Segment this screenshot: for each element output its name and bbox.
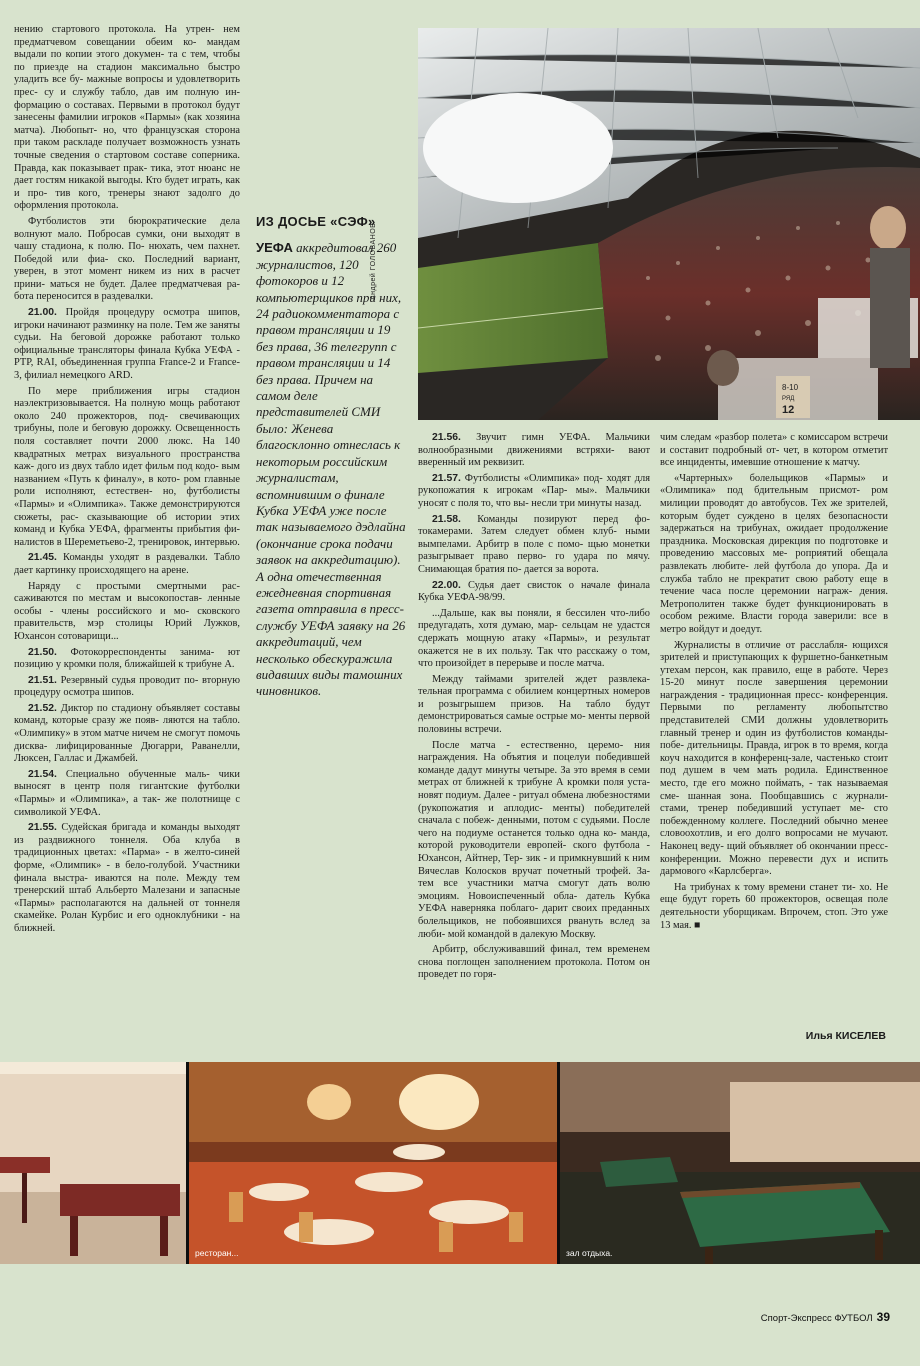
entry-text: Резервный судья проводит по- вторную процедуру осмотра шипов. bbox=[14, 674, 240, 699]
timestamp: 22.00. bbox=[432, 579, 461, 591]
timeline-entry bbox=[418, 514, 650, 577]
timeline-entry bbox=[418, 432, 650, 470]
article-column-3 bbox=[418, 432, 650, 1044]
entry-text: После матча - естественно, церемо- ния награждения. На объятия и поцелуи победившей команде дадут минуты четыре. За это время в семи метрах от ближней к трибуне А кромки поля уста- новят подиум. Далее - ритуал обмена любезностями (рукопожатия и аплодис- менты) победителей сначала с побеж- денными, потом с судьями. После чего на подиуме останется только одна ко- манда, которой руководители европей- ского футбола - Юхансон, Айтнер, Тер- зик - и примкнувший к ним Вячеслав Колосков вручат почетный трофей. За- тем все участники матча смогут дать волю эмоциям. Новоиспеченный обла- датель Кубка УЕФА наверняка поблаго- дарит своих преданных болельщиков, не побоявшихся рвануть вслед за люби- мой командой в далекую Москву. bbox=[418, 739, 650, 940]
sidebar-title: ИЗ ДОСЬЕ «СЭФ» bbox=[256, 214, 376, 229]
photo-strip bbox=[0, 1062, 920, 1264]
article-column-4 bbox=[660, 432, 888, 1044]
timeline-entry bbox=[418, 580, 650, 605]
timeline-entry bbox=[14, 552, 240, 577]
author-byline: Илья КИСЕЛЕВ bbox=[805, 1030, 886, 1042]
entry-text: Звучит гимн УЕФА. Мальчики волнообразными движениями встряхи- вают вверенный им реквизит. bbox=[418, 432, 650, 469]
timestamp: 21.58. bbox=[432, 513, 461, 525]
entry-text: Арбитр, обслуживавший финал, тем временем снова поглощен заполнением протокола. Потом он проведет по горя- bbox=[418, 944, 650, 981]
entry-text: Специально обученные маль- чики выносят в центр поля гигантские футболки «Пармы» и «Олимпика», а так- же полотнище с символикой УЕФА. bbox=[14, 768, 240, 818]
timestamp: 21.50. bbox=[28, 646, 57, 658]
entry-text: Фотокорреспонденты занима- ют позицию у кромки поля, ближайшей к трибуне А. bbox=[14, 646, 240, 671]
timestamp: 21.00. bbox=[28, 307, 57, 319]
lounge-photo bbox=[560, 1062, 920, 1264]
timeline-entry bbox=[14, 647, 240, 672]
timestamp: 21.55. bbox=[28, 822, 57, 834]
timestamp: 21.57. bbox=[432, 472, 461, 484]
paragraph: На трибунах к тому времени станет ти- хо. Не еще будут гореть 60 прожекторов, освещая поле деятельности уборщикам. Впрочем, стоп. Это уже 13 мая. ■ bbox=[660, 881, 888, 931]
sidebar-body bbox=[256, 240, 408, 699]
paragraph: нению стартового протокола. На утрен- нем предматчевом совещании обеим ко- мандам выдали по копии этого докумен- та с тем, чтобы по приезде на стадион максимально быстро уладить все бу- мажные вопросы и удовлетворить прес- су и службу табло, дав им полную ин- формацию о составах. Первыми в протокол будут занесены фамилии игроков «Пармы» (как хозяина матча). Любопыт- но, что французская сторона при таком раскладе получает возможность узнать точные сведения о стартовом составе соперника. Правда, как показывает прак- тика, этот нюанс не дает гостям никакой выгоды. Кто будет играть, как и про- тив кого, тренеры знают задолго до оформления протокола. bbox=[14, 24, 240, 212]
seat-sign-number: 12 bbox=[782, 404, 795, 416]
stadium-photo bbox=[418, 28, 920, 420]
lounge-caption: зал отдыха. bbox=[566, 1248, 613, 1258]
sidebar-lead: УЕФА bbox=[256, 240, 293, 256]
entry-text: Судья дает свисток о начале финала Кубка УЕФА-98/99. bbox=[418, 579, 650, 604]
page-footer bbox=[761, 1310, 890, 1324]
timeline-entry bbox=[14, 703, 240, 766]
timeline-entry bbox=[418, 473, 650, 511]
paragraph bbox=[418, 740, 650, 942]
timeline-entry bbox=[14, 307, 240, 383]
paragraph: чим следам «разбор полета» с комиссаром встречи и составит подробный от- чет, в котором отметит все инциденты, имевшие отношение к матчу. bbox=[660, 432, 888, 469]
timestamp: 21.54. bbox=[28, 768, 57, 780]
timestamp: 21.45. bbox=[28, 552, 57, 564]
dossier-sidebar bbox=[256, 214, 408, 700]
paragraph: «Чартерных» болельщиков «Пармы» и «Олимпика» под бдительным присмот- ром милиции проводят до автобусов. Тех же зрителей, которым будет суждено в целях безопасности задержаться на трибунах, ожидает продолжение праздника. Московская дирекция по подготовке и проведению массовых ме- роприятий обещала развлекать любите- лей футбола до упора. Да и служба табло не прекратит свою работу еще в течение часа после церемонии награж- дения. Метрополитен также будет функционировать в особом режиме. Власти города заверили: все в метро войдут и доедут. bbox=[660, 472, 888, 635]
timeline-entry bbox=[14, 675, 240, 700]
photo-credit: Андрей ГОЛОВАНОВ bbox=[370, 222, 377, 300]
timeline-entry bbox=[14, 822, 240, 935]
entry-text: Между таймами зрителей ждет развлека- тельная программа с обилием концертных номеров и розыгрышем призов. На табло будут демонстрироваться самые острые мо- менты первой половины встречи. bbox=[418, 673, 650, 736]
massage-room-photo bbox=[0, 1062, 186, 1264]
page-number: 39 bbox=[876, 1310, 890, 1324]
entry-text: Наряду с простыми смертными рас- саживаются по местам и высокопостав- ленные особы - члены российского и мо- сковского правительств, мэр столицы Юрий Лужков, Юхансон сотоварищи... bbox=[14, 580, 240, 642]
entry-text: По мере приближения игры стадион наэлектризовывается. На полную мощь работают около 240 прожекторов, под- свечивающих трибуны, поле и беговую дорожку. Освещенность поля составляет почти 2000 люкс. На 140 квадратных метрах визуального пространства каж- дого из двух табло идет фильм под кодо- вым названием «Путь к финалу», в кото- ром главные роли исполняют, естествен- но, футболисты «Пармы» и «Олимпика». Также демонстрируются сюжеты, рас- сказывающие об истории этих команд и Кубка УЕФА, фрагменты прибытия фи- налистов в Шереметьево-2, тренировок, интервью. bbox=[14, 385, 240, 548]
paragraph: Журналисты в отличие от расслабля- ющихся зрителей и приступающих к фуршетно-банкетным утехам персон, как правило, еще в работе. Через 15-20 минут после завершения церемонии награждения - традиционная пресс- конференция. Первыми по регламенту любопытство представителей СМИ должны удовлетворить главный тренер и один из футболистов команды-побе- дительницы. Правда, игрок в то время, когда коуч находится в конференц-зале, частенько стоит под душем в чем мать родила. Единственное место, где его можно поймать, - так называемая сме- шанная зона. Пообщавшись с журнали- стами, тренер победивший уступает ме- сто побежденному коллеге. Последний обычно менее словоохотлив, и его долго вопросами не мучают. Наконец веду- щий объявляет об окончании пресс- конференции. Можно перевести дух и испить дармового «Карлсберга». bbox=[660, 639, 888, 878]
magazine-name: Спорт-Экспресс ФУТБОЛ bbox=[760, 1313, 873, 1324]
entry-text: Пройдя процедуру осмотра шипов, игроки начинают разминку на поле. Тем же заняты судьи. На беговой дорожке работают только официальные трансляторы финала Кубка УЕФА - РТР, RAI, объединенная группа France-2 и France-3, филиал немецкого ARD. bbox=[14, 307, 240, 382]
paragraph bbox=[14, 581, 240, 644]
timestamp: 21.51. bbox=[28, 674, 57, 686]
entry-text: Команды позируют перед фо- токамерами. Затем следует обмен клуб- ными вымпелами. Арбитр в поле с помо- щью монетки разыгрывает право перво- го удара по мячу. Снимающая братия по- дается за ворота. bbox=[418, 513, 650, 575]
paragraph bbox=[14, 386, 240, 550]
paragraph: Футболистов эти бюрократические дела волнуют мало. Побросав сумки, они выходят в чашу стадиона, к полю. По- нюхать, чем пахнет. Победой или фиа- ско. Последний вариант, уверен, в этот момент никем из них в расчет прини- маться не будет. Далее предматчевая ра- бота переносится в раздевалки. bbox=[14, 215, 240, 303]
entry-text: Судейская бригада и команды выходят из раздвижного тоннеля. Оба клуба в традиционных цветах: «Парма» - в желто-синей форме, «Олимпик» - в бело-голубой. Участники финала выстра- иваются на поле. Между тем тренерский штаб Альберто Малезани и запасные «Пармы» располагаются на дальней от тоннеля скамейке. Ролан Курбис и его одноклубники - на ближней. bbox=[14, 822, 240, 934]
timestamp: 21.56. bbox=[432, 432, 461, 443]
entry-text: Команды уходят в раздевалки. Табло дает картинку происходящего на арене. bbox=[14, 552, 240, 576]
entry-text: Диктор по стадиону объявляет составы команд, которые сразу же появ- ляются на табло. «Олимпику» в этом матче ничем не смогут помочь дисква- лифицированные Дюгарри, Раванелли, Люксен, Галлас и Джамбей. bbox=[14, 702, 240, 765]
entry-text: ...Дальше, как вы поняли, я бессилен что-либо предугадать, хотя думаю, мар- сельцам не удастся сдержать мощную атаку «Пармы», и результат окажется не в их пользу. Так что расскажу о том, что произойдет в перерыве и после матча. bbox=[418, 607, 650, 670]
restaurant-photo bbox=[189, 1062, 557, 1264]
timestamp: 21.52. bbox=[28, 702, 57, 714]
restaurant-caption: ресторан... bbox=[195, 1248, 239, 1258]
seat-sign-row: РЯД bbox=[782, 396, 795, 402]
article-column-1 bbox=[14, 24, 240, 1044]
seat-sign-top: 8-10 bbox=[782, 383, 799, 392]
paragraph bbox=[418, 674, 650, 737]
paragraph bbox=[418, 944, 650, 982]
sidebar-text: аккредитовал 260 журналистов, 120 фотокоров и 12 компьютерщиков при них, 24 радиокомментатора с правом трансляции и 19 без права, 36 телегрупп с правом трансляции и 14 без права. Причем на самом деле представителей СМИ было: Женева благосклонно отнеслась к некоторым российским журналистам, вспомнившим о финале Кубка УЕФА уже после так называемого дэдлайна (окончание срока подачи заявок на аккредитацию). А одна отечественная ежедневная спортивная газета отправила в пресс-службу УЕФА заявку на 26 аккредитаций, чем несколько обескуражила видавших виды тамошних чиновников. bbox=[256, 240, 406, 699]
timeline-entry bbox=[14, 769, 240, 819]
timeline-entries bbox=[14, 307, 240, 936]
entry-text: Футболисты «Олимпика» под- ходят для рукопожатия к игрокам «Пар- мы». Мальчики уносят с поля то, что вы- несли три минуты назад. bbox=[418, 472, 650, 509]
paragraph bbox=[418, 608, 650, 671]
